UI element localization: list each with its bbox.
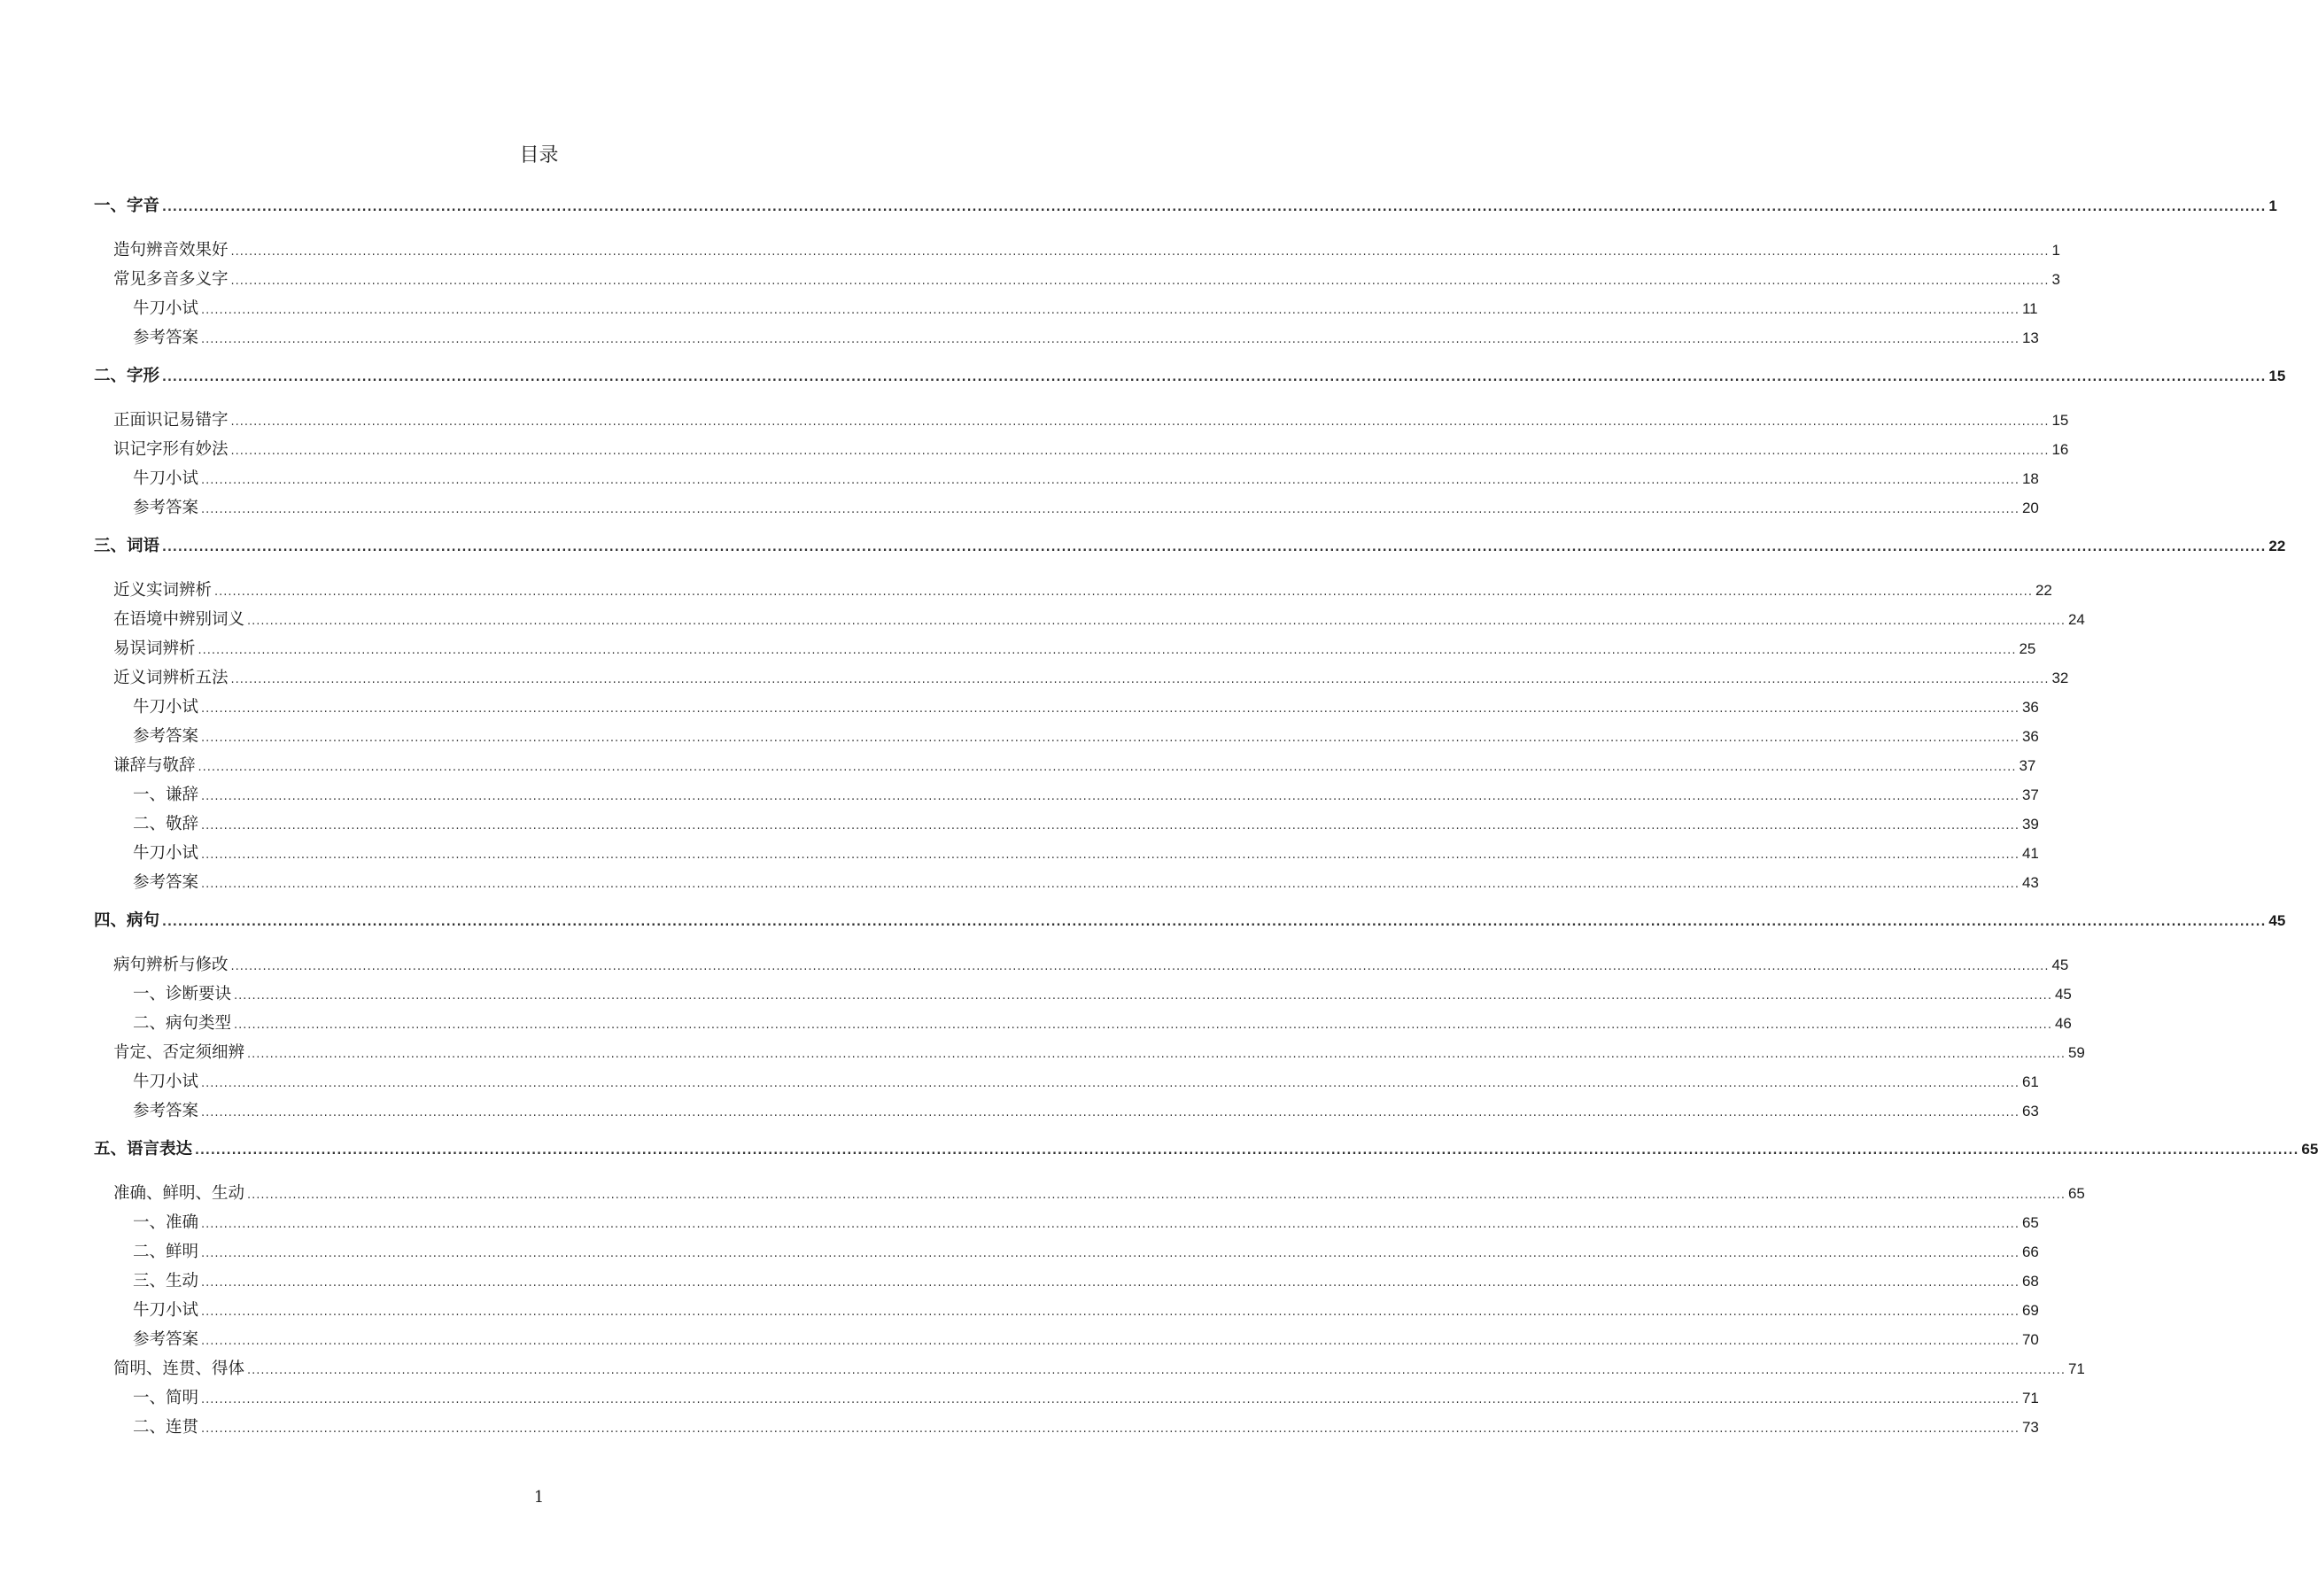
toc-subsection-entry[interactable] — [133, 298, 2038, 320]
dot-leader: ................................................................................................................................................................................................................................................................................................................................................................................................................ — [201, 732, 2020, 745]
dot-leader: ................................................................................................................................................................................................................................................................................................................................................................................................................ — [201, 848, 2020, 862]
toc-subsection-entry[interactable] — [133, 843, 2039, 864]
toc-entry-page: 70 — [2021, 1331, 2039, 1348]
toc-entry-page: 25 — [2019, 640, 2036, 657]
toc-entry-page: 13 — [2021, 329, 2039, 346]
toc-section-entry[interactable] — [113, 240, 2060, 261]
toc-entry-page: 69 — [2021, 1302, 2039, 1319]
toc-entry-label: 三、生动 — [133, 1272, 199, 1290]
toc-entry-label: 在语境中辨别词义 — [113, 610, 245, 629]
toc-entry-page: 65 — [2067, 1185, 2085, 1202]
toc-chapter-entry[interactable] — [94, 1139, 2318, 1160]
toc-entry-label: 参考答案 — [133, 329, 199, 347]
dot-leader: ................................................................................................................................................................................................................................................................................................................................................................................................................ — [234, 989, 2052, 1003]
toc-section-entry[interactable] — [113, 639, 2036, 660]
toc-chapter-entry[interactable] — [94, 910, 2286, 932]
toc-entry-label: 牛刀小试 — [133, 1073, 199, 1091]
toc-subsection-entry[interactable] — [133, 1417, 2039, 1438]
toc-section-entry[interactable] — [113, 1183, 2085, 1205]
dot-leader: ................................................................................................................................................................................................................................................................................................................................................................................................................ — [230, 245, 2050, 259]
toc-entry-label: 准确、鲜明、生动 — [113, 1184, 245, 1203]
toc-entry-page: 63 — [2021, 1103, 2039, 1120]
toc-entry-page: 32 — [2051, 670, 2069, 686]
toc-subsection-entry[interactable] — [133, 697, 2039, 718]
dot-leader: ................................................................................................................................................................................................................................................................................................................................................................................................................ — [247, 615, 2066, 628]
dot-leader: ................................................................................................................................................................................................................................................................................................................................................................................................................ — [198, 761, 2017, 774]
toc-entry-page: 20 — [2021, 500, 2039, 516]
toc-subsection-entry[interactable] — [133, 1271, 2039, 1292]
toc-entry-page: 36 — [2021, 699, 2039, 716]
toc-subsection-entry[interactable] — [133, 814, 2039, 835]
toc-entry-page: 45 — [2054, 986, 2072, 1003]
toc-subsection-entry[interactable] — [133, 1242, 2039, 1263]
toc-entry-label: 四、病句 — [94, 911, 160, 930]
toc-subsection-entry[interactable] — [133, 785, 2039, 806]
toc-entry-page: 15 — [2051, 412, 2069, 429]
toc-entry-label: 牛刀小试 — [133, 299, 199, 318]
dot-leader: ................................................................................................................................................................................................................................................................................................................................................................................................................ — [230, 960, 2050, 973]
toc-entry-page: 61 — [2021, 1073, 2039, 1090]
dot-leader: ................................................................................................................................................................................................................................................................................................................................................................................................................ — [247, 1048, 2066, 1061]
toc-subsection-entry[interactable] — [133, 1212, 2039, 1234]
dot-leader: ................................................................................................................................................................................................................................................................................................................................................................................................................ — [198, 644, 2017, 657]
toc-entry-page: 1 — [2051, 242, 2060, 259]
dot-leader: ................................................................................................................................................................................................................................................................................................................................................................................................................ — [230, 275, 2050, 288]
toc-subsection-entry[interactable] — [133, 498, 2039, 519]
dot-leader: ................................................................................................................................................................................................................................................................................................................................................................................................................ — [234, 1019, 2052, 1032]
toc-entry-page: 71 — [2067, 1360, 2085, 1377]
dot-leader: ................................................................................................................................................................................................................................................................................................................................................................................................................ — [214, 585, 2033, 599]
toc-entry-page: 68 — [2021, 1273, 2039, 1290]
toc-entry-label: 病句辨析与修改 — [113, 956, 229, 974]
toc-section-entry[interactable] — [113, 609, 2085, 631]
dot-leader: ................................................................................................................................................................................................................................................................................................................................................................................................................ — [201, 1305, 2020, 1319]
toc-entry-label: 牛刀小试 — [133, 844, 199, 863]
dot-leader: ................................................................................................................................................................................................................................................................................................................................................................................................................ — [247, 1364, 2066, 1377]
toc-entry-page: 71 — [2021, 1390, 2039, 1406]
toc-subsection-entry[interactable] — [133, 1300, 2039, 1321]
toc-entry-label: 五、语言表达 — [94, 1140, 193, 1158]
dot-leader: ................................................................................................................................................................................................................................................................................................................................................................................................................ — [201, 333, 2020, 346]
toc-entry-label: 常见多音多义字 — [113, 270, 229, 289]
toc-section-entry[interactable] — [113, 1359, 2085, 1380]
toc-subsection-entry[interactable] — [133, 469, 2039, 490]
toc-subsection-entry[interactable] — [133, 726, 2039, 748]
toc-subsection-entry[interactable] — [133, 1072, 2039, 1093]
toc-entry-label: 近义词辨析五法 — [113, 669, 229, 687]
toc-entry-label: 参考答案 — [133, 1330, 199, 1349]
dot-leader: ................................................................................................................................................................................................................................................................................................................................................................................................................ — [201, 304, 2020, 317]
dot-leader: ................................................................................................................................................................................................................................................................................................................................................................................................................ — [247, 1189, 2066, 1202]
dot-leader: ................................................................................................................................................................................................................................................................................................................................................................................................................ — [201, 819, 2020, 833]
toc-entry-label: 参考答案 — [133, 499, 199, 517]
dot-leader: ................................................................................................................................................................................................................................................................................................................................................................................................................ — [201, 702, 2020, 716]
dot-leader: ................................................................................................................................................................................................................................................................................................................................................................................................................ — [201, 878, 2020, 891]
dot-leader: ................................................................................................................................................................................................................................................................................................................................................................................................................ — [201, 1335, 2020, 1348]
toc-subsection-entry[interactable] — [133, 1013, 2072, 1034]
toc-entry-page: 15 — [2268, 368, 2286, 384]
toc-entry-label: 二、病句类型 — [133, 1014, 232, 1033]
toc-entry-label: 识记字形有妙法 — [113, 440, 229, 459]
toc-entry-page: 59 — [2067, 1044, 2085, 1061]
toc-entry-label: 牛刀小试 — [133, 469, 199, 488]
toc-entry-label: 正面识记易错字 — [113, 411, 229, 430]
toc-section-entry[interactable] — [113, 668, 2069, 689]
dot-leader: ................................................................................................................................................................................................................................................................................................................................................................................................................ — [201, 1422, 2020, 1436]
dot-leader: ................................................................................................................................................................................................................................................................................................................................................................................................................ — [201, 474, 2020, 487]
toc-entry-page: 65 — [2301, 1141, 2318, 1158]
toc-subsection-entry[interactable] — [133, 1101, 2039, 1122]
dot-leader: ................................................................................................................................................................................................................................................................................................................................................................................................................ — [230, 445, 2050, 458]
toc-chapter-entry[interactable] — [94, 196, 2277, 217]
toc-entry-label: 参考答案 — [133, 1102, 199, 1120]
toc-entry-label: 牛刀小试 — [133, 1301, 199, 1320]
toc-section-entry[interactable] — [113, 580, 2052, 601]
toc-subsection-entry[interactable] — [133, 1388, 2039, 1409]
toc-subsection-entry[interactable] — [133, 872, 2039, 894]
toc-entry-page: 45 — [2051, 957, 2069, 973]
toc-entry-label: 二、字形 — [94, 367, 160, 385]
toc-section-entry[interactable] — [113, 410, 2069, 431]
toc-entry-page: 46 — [2054, 1015, 2072, 1032]
toc-chapter-entry[interactable] — [94, 536, 2286, 557]
toc-subsection-entry[interactable] — [133, 1329, 2039, 1351]
toc-section-entry[interactable] — [113, 439, 2069, 461]
toc-entry-label: 二、连贯 — [133, 1418, 199, 1437]
toc-entry-label: 一、字音 — [94, 197, 160, 215]
dot-leader: ................................................................................................................................................................................................................................................................................................................................................................................................................ — [201, 1077, 2020, 1090]
toc-entry-label: 一、诊断要诀 — [133, 985, 232, 1003]
toc-section-entry[interactable] — [113, 1042, 2085, 1064]
toc-entry-page: 22 — [2268, 538, 2286, 554]
toc-entry-page: 73 — [2021, 1419, 2039, 1436]
toc-entry-page: 66 — [2021, 1243, 2039, 1260]
dot-leader: ................................................................................................................................................................................................................................................................................................................................................................................................................ — [201, 790, 2020, 803]
toc-entry-label: 一、谦辞 — [133, 786, 199, 804]
toc-entry-page: 39 — [2021, 816, 2039, 833]
dot-leader: ................................................................................................................................................................................................................................................................................................................................................................................................................ — [162, 371, 2267, 384]
toc-entry-label: 三、词语 — [94, 537, 160, 555]
toc-entry-label: 二、敬辞 — [133, 815, 199, 833]
dot-leader: ................................................................................................................................................................................................................................................................................................................................................................................................................ — [201, 1218, 2020, 1231]
toc-entry-label: 简明、连贯、得体 — [113, 1360, 245, 1378]
dot-leader: ................................................................................................................................................................................................................................................................................................................................................................................................................ — [195, 1144, 2299, 1158]
toc-entry-label: 参考答案 — [133, 873, 199, 892]
toc-entry-page: 41 — [2021, 845, 2039, 862]
dot-leader: ................................................................................................................................................................................................................................................................................................................................................................................................................ — [230, 673, 2050, 686]
dot-leader: ................................................................................................................................................................................................................................................................................................................................................................................................................ — [201, 503, 2020, 516]
toc-entry-page: 18 — [2021, 470, 2039, 487]
page-title: 目录 — [519, 144, 559, 167]
page-number: 1 — [533, 1488, 545, 1507]
toc-entry-label: 近义实词辨析 — [113, 581, 213, 600]
toc-subsection-entry[interactable] — [133, 984, 2072, 1005]
toc-section-entry[interactable] — [113, 955, 2069, 976]
toc-entry-page: 22 — [2035, 582, 2052, 599]
toc-entry-page: 37 — [2019, 757, 2036, 774]
toc-entry-page: 1 — [2268, 198, 2277, 214]
toc-entry-label: 一、准确 — [133, 1213, 199, 1232]
toc-chapter-entry[interactable] — [94, 366, 2286, 387]
toc-entry-page: 24 — [2067, 611, 2085, 628]
toc-entry-page: 43 — [2021, 874, 2039, 891]
toc-entry-page: 16 — [2051, 441, 2069, 458]
toc-entry-page: 65 — [2021, 1214, 2039, 1231]
toc-entry-label: 易误词辨析 — [113, 639, 196, 658]
dot-leader: ................................................................................................................................................................................................................................................................................................................................................................................................................ — [201, 1106, 2020, 1120]
toc-entry-label: 肯定、否定须细辨 — [113, 1043, 245, 1062]
toc-entry-label: 谦辞与敬辞 — [113, 756, 196, 775]
toc-entry-label: 造句辨音效果好 — [113, 241, 229, 260]
dot-leader: ................................................................................................................................................................................................................................................................................................................................................................................................................ — [201, 1276, 2020, 1290]
toc-subsection-entry[interactable] — [133, 328, 2039, 349]
toc-entry-page: 45 — [2268, 912, 2286, 929]
toc-entry-page: 36 — [2021, 728, 2039, 745]
dot-leader: ................................................................................................................................................................................................................................................................................................................................................................................................................ — [201, 1393, 2020, 1406]
dot-leader: ................................................................................................................................................................................................................................................................................................................................................................................................................ — [162, 541, 2267, 554]
toc-section-entry[interactable] — [113, 755, 2036, 777]
dot-leader: ................................................................................................................................................................................................................................................................................................................................................................................................................ — [201, 1247, 2020, 1260]
toc-entry-label: 参考答案 — [133, 727, 199, 746]
toc-entry-label: 一、简明 — [133, 1389, 199, 1407]
toc-entry-label: 牛刀小试 — [133, 698, 199, 717]
dot-leader: ................................................................................................................................................................................................................................................................................................................................................................................................................ — [162, 916, 2267, 929]
dot-leader: ................................................................................................................................................................................................................................................................................................................................................................................................................ — [230, 415, 2050, 429]
toc-entry-page: 3 — [2051, 271, 2060, 288]
toc-entry-page: 11 — [2021, 300, 2038, 317]
dot-leader: ................................................................................................................................................................................................................................................................................................................................................................................................................ — [162, 201, 2267, 214]
toc-entry-page: 37 — [2021, 786, 2039, 803]
toc-entry-label: 二、鲜明 — [133, 1243, 199, 1261]
toc-section-entry[interactable] — [113, 269, 2060, 291]
